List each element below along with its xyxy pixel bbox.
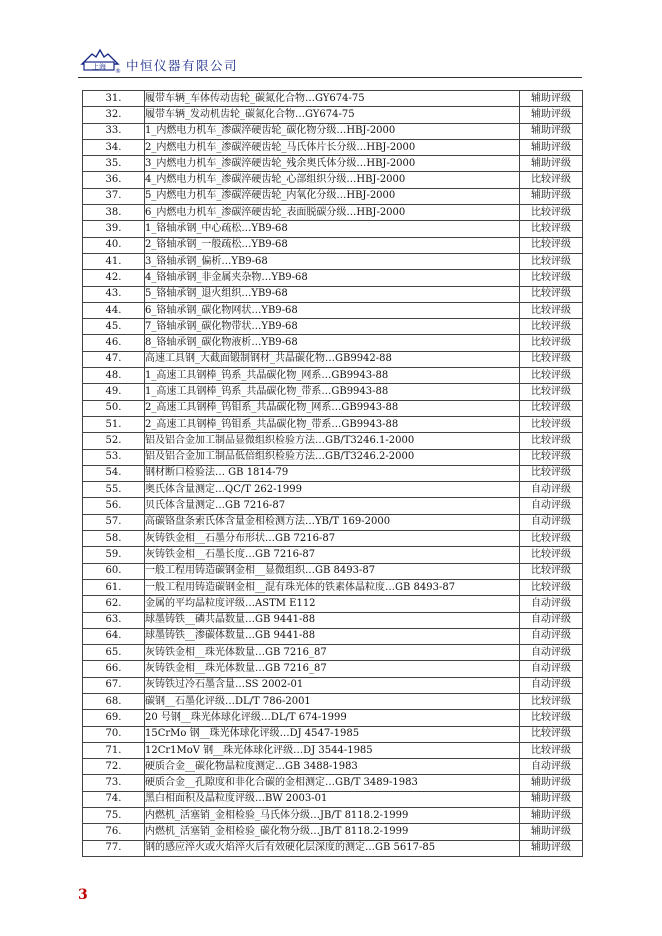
table-row xyxy=(83,302,583,318)
standard-title: 1_内燃电力机车_渗碳淬硬齿轮_碳化物分级…HBJ-2000 xyxy=(145,123,520,139)
rating-method: 自动评级 xyxy=(520,596,583,612)
row-number: 55. xyxy=(83,482,145,498)
row-number: 41. xyxy=(83,253,145,269)
row-number: 43. xyxy=(83,286,145,302)
table-row xyxy=(83,384,583,400)
standard-title: 硬质合金__碳化物晶粒度测定…GB 3488-1983 xyxy=(145,759,520,775)
rating-method: 辅助评级 xyxy=(520,91,583,107)
rating-method: 比较评级 xyxy=(520,270,583,286)
standard-title: 灰铸铁金相__珠光体数量…GB 7216_87 xyxy=(145,661,520,677)
rating-method: 比较评级 xyxy=(520,368,583,384)
rating-method: 比较评级 xyxy=(520,710,583,726)
standard-title: 钢的感应淬火或火焰淬火后有效硬化层深度的测定…GB 5617-85 xyxy=(145,840,520,856)
row-number: 74. xyxy=(83,791,145,807)
table-row xyxy=(83,319,583,335)
rating-method: 自动评级 xyxy=(520,759,583,775)
rating-method: 自动评级 xyxy=(520,628,583,644)
table-row xyxy=(83,645,583,661)
rating-method: 比较评级 xyxy=(520,416,583,432)
rating-method: 比较评级 xyxy=(520,531,583,547)
table-row xyxy=(83,808,583,824)
row-number: 50. xyxy=(83,400,145,416)
rating-method: 比较评级 xyxy=(520,726,583,742)
table-row xyxy=(83,286,583,302)
standard-title: 黑白相面积及晶粒度评级…BW 2003-01 xyxy=(145,791,520,807)
rating-method: 比较评级 xyxy=(520,547,583,563)
row-number: 47. xyxy=(83,351,145,367)
row-number: 33. xyxy=(83,123,145,139)
table-row xyxy=(83,156,583,172)
row-number: 35. xyxy=(83,156,145,172)
table-row xyxy=(83,596,583,612)
page-number: 3 xyxy=(78,887,88,903)
rating-method: 辅助评级 xyxy=(520,107,583,123)
rating-method: 自动评级 xyxy=(520,482,583,498)
rating-method: 比较评级 xyxy=(520,172,583,188)
standard-title: 灰铸铁金相__石墨长度…GB 7216-87 xyxy=(145,547,520,563)
standard-title: 高速工具钢_大截面锻制钢材_共晶碳化物…GB9942-88 xyxy=(145,351,520,367)
row-number: 42. xyxy=(83,270,145,286)
table-row xyxy=(83,628,583,644)
rating-method: 辅助评级 xyxy=(520,840,583,856)
company-logo-icon xyxy=(78,46,122,74)
row-number: 32. xyxy=(83,107,145,123)
table-row xyxy=(83,693,583,709)
table-row xyxy=(83,400,583,416)
standard-title: 铝及铝合金加工制品显微组织检验方法…GB/T3246.1-2000 xyxy=(145,433,520,449)
standard-title: 7_铬轴承钢_碳化物带状…YB9-68 xyxy=(145,319,520,335)
standard-title: 奥氏体含量测定…QC/T 262-1999 xyxy=(145,482,520,498)
row-number: 49. xyxy=(83,384,145,400)
rating-method: 比较评级 xyxy=(520,302,583,318)
standard-title: 球墨铸铁__渗碳体数量…GB 9441-88 xyxy=(145,628,520,644)
table-row xyxy=(83,514,583,530)
standard-title: 内燃机_活塞销_金相检验_马氏体分级…JB/T 8118.2-1999 xyxy=(145,808,520,824)
table-row xyxy=(83,351,583,367)
standard-title: 高碳铬盘条索氏体含量金相检测方法…YB/T 169-2000 xyxy=(145,514,520,530)
rating-method: 比较评级 xyxy=(520,465,583,481)
table-row xyxy=(83,531,583,547)
table-row xyxy=(83,433,583,449)
rating-method: 自动评级 xyxy=(520,645,583,661)
standard-title: 2_高速工具钢棒_钨钼系_共晶碳化物_带系…GB9943-88 xyxy=(145,416,520,432)
standard-title: 5_内燃电力机车_渗碳淬硬齿轮_内氧化分级…HBJ-2000 xyxy=(145,188,520,204)
standard-title: 球墨铸铁__磷共晶数量…GB 9441-88 xyxy=(145,612,520,628)
table-row xyxy=(83,547,583,563)
standard-title: 3_内燃电力机车_渗碳淬硬齿轮_残余奥氏体分级…HBJ-2000 xyxy=(145,156,520,172)
rating-method: 比较评级 xyxy=(520,221,583,237)
rating-method: 比较评级 xyxy=(520,205,583,221)
standard-title: 6_铬轴承钢_碳化物网状…YB9-68 xyxy=(145,302,520,318)
standard-title: 2_高速工具钢棒_钨钼系_共晶碳化物_网系…GB9943-88 xyxy=(145,400,520,416)
standard-title: 一般工程用铸造碳钢金相__混有珠光体的铁素体晶粒度…GB 8493-87 xyxy=(145,579,520,595)
standard-title: 15CrMo 钢__珠光体球化评级…DJ 4547-1985 xyxy=(145,726,520,742)
table-row xyxy=(83,205,583,221)
rating-method: 比较评级 xyxy=(520,400,583,416)
standard-title: 8_铬轴承钢_碳化物液析…YB9-68 xyxy=(145,335,520,351)
page-header xyxy=(78,46,582,76)
row-number: 60. xyxy=(83,563,145,579)
table-row xyxy=(83,742,583,758)
standard-title: 4_内燃电力机车_渗碳淬硬齿轮_心部组织分级…HBJ-2000 xyxy=(145,172,520,188)
table-row xyxy=(83,172,583,188)
standard-title: 3_铬轴承钢_偏析…YB9-68 xyxy=(145,253,520,269)
table-row xyxy=(83,482,583,498)
table-row xyxy=(83,221,583,237)
row-number: 73. xyxy=(83,775,145,791)
rating-method: 比较评级 xyxy=(520,351,583,367)
table-row xyxy=(83,612,583,628)
row-number: 44. xyxy=(83,302,145,318)
table-row xyxy=(83,726,583,742)
table-row xyxy=(83,368,583,384)
table-row xyxy=(83,563,583,579)
standard-title: 内燃机_活塞销_金相检验_碳化物分级…JB/T 8118.2-1999 xyxy=(145,824,520,840)
table-row xyxy=(83,237,583,253)
row-number: 61. xyxy=(83,579,145,595)
rating-method: 辅助评级 xyxy=(520,156,583,172)
row-number: 34. xyxy=(83,139,145,155)
standard-title: 钢材断口检验法… GB 1814-79 xyxy=(145,465,520,481)
rating-method: 自动评级 xyxy=(520,612,583,628)
table-row xyxy=(83,188,583,204)
row-number: 63. xyxy=(83,612,145,628)
row-number: 39. xyxy=(83,221,145,237)
row-number: 37. xyxy=(83,188,145,204)
row-number: 52. xyxy=(83,433,145,449)
row-number: 38. xyxy=(83,205,145,221)
standard-title: 履带车辆_车体传动齿轮_碳氮化合物…GY674-75 xyxy=(145,91,520,107)
rating-method: 比较评级 xyxy=(520,579,583,595)
table-row xyxy=(83,710,583,726)
rating-method: 辅助评级 xyxy=(520,188,583,204)
rating-method: 比较评级 xyxy=(520,237,583,253)
standard-title: 碳钢__石墨化评级…DL/T 786-2001 xyxy=(145,693,520,709)
row-number: 69. xyxy=(83,710,145,726)
table-row xyxy=(83,139,583,155)
row-number: 75. xyxy=(83,808,145,824)
table-row xyxy=(83,123,583,139)
rating-method: 比较评级 xyxy=(520,253,583,269)
table-row xyxy=(83,253,583,269)
row-number: 31. xyxy=(83,91,145,107)
rating-method: 比较评级 xyxy=(520,319,583,335)
row-number: 51. xyxy=(83,416,145,432)
table-row xyxy=(83,661,583,677)
row-number: 76. xyxy=(83,824,145,840)
table-row xyxy=(83,824,583,840)
standard-title: 金属的平均晶粒度评级…ASTM E112 xyxy=(145,596,520,612)
row-number: 46. xyxy=(83,335,145,351)
rating-method: 辅助评级 xyxy=(520,791,583,807)
standard-title: 1_高速工具钢棒_钨系_共晶碳化物_网系…GB9943-88 xyxy=(145,368,520,384)
header-divider xyxy=(78,77,582,78)
standard-title: 12Cr1MoV 钢__珠光体球化评级…DJ 3544-1985 xyxy=(145,742,520,758)
table-row xyxy=(83,91,583,107)
row-number: 68. xyxy=(83,693,145,709)
row-number: 45. xyxy=(83,319,145,335)
rating-method: 自动评级 xyxy=(520,498,583,514)
standards-table-body xyxy=(83,91,583,857)
standard-title: 硬质合金__孔隙度和非化合碳的金相测定…GB/T 3489-1983 xyxy=(145,775,520,791)
table-row xyxy=(83,107,583,123)
standard-title: 20 号钢__珠光体球化评级…DL/T 674-1999 xyxy=(145,710,520,726)
table-row xyxy=(83,677,583,693)
table-row xyxy=(83,840,583,856)
rating-method: 比较评级 xyxy=(520,742,583,758)
row-number: 57. xyxy=(83,514,145,530)
row-number: 36. xyxy=(83,172,145,188)
table-row xyxy=(83,270,583,286)
table-row xyxy=(83,759,583,775)
standard-title: 灰铸铁过冷石墨含量…SS 2002-01 xyxy=(145,677,520,693)
row-number: 58. xyxy=(83,531,145,547)
row-number: 62. xyxy=(83,596,145,612)
standard-title: 灰铸铁金相__珠光体数量…GB 7216_87 xyxy=(145,645,520,661)
table-row xyxy=(83,775,583,791)
standard-title: 贝氏体含量测定…GB 7216-87 xyxy=(145,498,520,514)
rating-method: 比较评级 xyxy=(520,384,583,400)
standards-table xyxy=(82,90,583,857)
row-number: 70. xyxy=(83,726,145,742)
row-number: 56. xyxy=(83,498,145,514)
row-number: 66. xyxy=(83,661,145,677)
standard-title: 6_内燃电力机车_渗碳淬硬齿轮_表面脱碳分级…HBJ-2000 xyxy=(145,205,520,221)
row-number: 77. xyxy=(83,840,145,856)
logo-text: 上海 xyxy=(92,63,106,71)
rating-method: 比较评级 xyxy=(520,449,583,465)
row-number: 64. xyxy=(83,628,145,644)
table-row xyxy=(83,465,583,481)
standard-title: 1_高速工具钢棒_钨系_共晶碳化物_带系…GB9943-88 xyxy=(145,384,520,400)
table-row xyxy=(83,335,583,351)
rating-method: 辅助评级 xyxy=(520,123,583,139)
company-name: 中恒仪器有限公司 xyxy=(126,58,239,73)
standard-title: 2_内燃电力机车_渗碳淬硬齿轮_马氏体片长分级…HBJ-2000 xyxy=(145,139,520,155)
standard-title: 5_铬轴承钢_退火组织…YB9-68 xyxy=(145,286,520,302)
row-number: 65. xyxy=(83,645,145,661)
standard-title: 1_铬轴承钢_中心疏松…YB9-68 xyxy=(145,221,520,237)
table-row xyxy=(83,416,583,432)
rating-method: 辅助评级 xyxy=(520,139,583,155)
rating-method: 比较评级 xyxy=(520,563,583,579)
standard-title: 灰铸铁金相__石墨分布形状…GB 7216-87 xyxy=(145,531,520,547)
rating-method: 自动评级 xyxy=(520,661,583,677)
row-number: 53. xyxy=(83,449,145,465)
row-number: 72. xyxy=(83,759,145,775)
rating-method: 比较评级 xyxy=(520,335,583,351)
table-row xyxy=(83,449,583,465)
rating-method: 比较评级 xyxy=(520,433,583,449)
rating-method: 辅助评级 xyxy=(520,824,583,840)
registered-mark: ® xyxy=(115,68,121,74)
table-row xyxy=(83,791,583,807)
rating-method: 自动评级 xyxy=(520,514,583,530)
table-row xyxy=(83,579,583,595)
standard-title: 履带车辆_发动机齿轮_碳氮化合物…GY674-75 xyxy=(145,107,520,123)
standard-title: 一般工程用铸造碳钢金相__显微组织…GB 8493-87 xyxy=(145,563,520,579)
row-number: 71. xyxy=(83,742,145,758)
rating-method: 辅助评级 xyxy=(520,775,583,791)
table-row xyxy=(83,498,583,514)
row-number: 40. xyxy=(83,237,145,253)
rating-method: 比较评级 xyxy=(520,693,583,709)
standard-title: 2_铬轴承钢_一般疏松…YB9-68 xyxy=(145,237,520,253)
standard-title: 铝及铝合金加工制品低倍组织检验方法…GB/T3246.2-2000 xyxy=(145,449,520,465)
rating-method: 自动评级 xyxy=(520,677,583,693)
row-number: 48. xyxy=(83,368,145,384)
row-number: 59. xyxy=(83,547,145,563)
standard-title: 4_铬轴承钢_非金属夹杂物…YB9-68 xyxy=(145,270,520,286)
row-number: 54. xyxy=(83,465,145,481)
row-number: 67. xyxy=(83,677,145,693)
rating-method: 比较评级 xyxy=(520,286,583,302)
rating-method: 辅助评级 xyxy=(520,808,583,824)
